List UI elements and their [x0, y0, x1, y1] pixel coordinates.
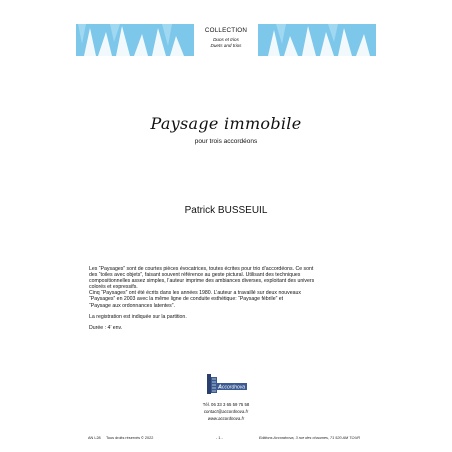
- description-line: Les “Paysages” sont de courtes pièces évocatrices, toutes écrites pour trio d’accordéons. Ce sont: [89, 266, 314, 272]
- accordion-logo-icon: [206, 371, 248, 397]
- logo-initial: A: [218, 384, 222, 391]
- catalog-reference: AN L28: [88, 436, 101, 440]
- instrumentation: pour trois accordéons: [194, 138, 258, 145]
- description-block: [89, 266, 375, 331]
- logo-text: ccordnova: [222, 384, 246, 391]
- registration-note: La registration est indiquée sur la partition.: [89, 313, 187, 320]
- series-name-en: Duets and trios: [210, 43, 242, 48]
- publisher-phone: Tél. 06 33 3 65 59 75 58: [202, 402, 250, 407]
- page-number: - 1 -: [216, 436, 223, 440]
- accordnova-logo: [206, 371, 248, 397]
- description-line: “Paysage aux ordonnances latentes”.: [89, 302, 175, 309]
- collection-banner: [76, 24, 376, 56]
- description-line: des “toiles avec objets”, faisant souvent référence au geste pictural. Utilisant des techniques: [89, 272, 301, 279]
- copyright-notice: Tous droits réservés © 2022: [106, 436, 154, 440]
- composer-name: Patrick BUSSEUIL: [184, 205, 268, 216]
- description-line: colorés et expressifs.: [89, 284, 138, 291]
- collection-label-box: [194, 24, 258, 56]
- publisher-email[interactable]: contact@accordnova.fr: [203, 409, 249, 414]
- collection-label: COLLECTION: [204, 27, 248, 34]
- description-line: compositionnelles assez simples, l’auteur imprime des ambiances diverses, exploitant des univers: [89, 278, 315, 285]
- description-line: Cinq “Paysages” ont été écrits dans les années 1980. L’auteur a travaillé sur deux nouveaux: [89, 290, 301, 297]
- duration-note: Durée : 4’ env.: [89, 324, 123, 331]
- publisher-website[interactable]: www.accordnova.fr: [207, 416, 245, 421]
- work-title: Paysage immobile: [150, 114, 302, 133]
- series-name-fr: Duos et trios: [213, 37, 239, 42]
- description-line: “Paysages” en 2003 avec la même ligne de conduite esthétique: “Paysage fébrile” et: [89, 296, 284, 303]
- publisher-address: Editions Accordnova, 3 rue des chaumes, 71 520 AM TOUR: [259, 436, 360, 440]
